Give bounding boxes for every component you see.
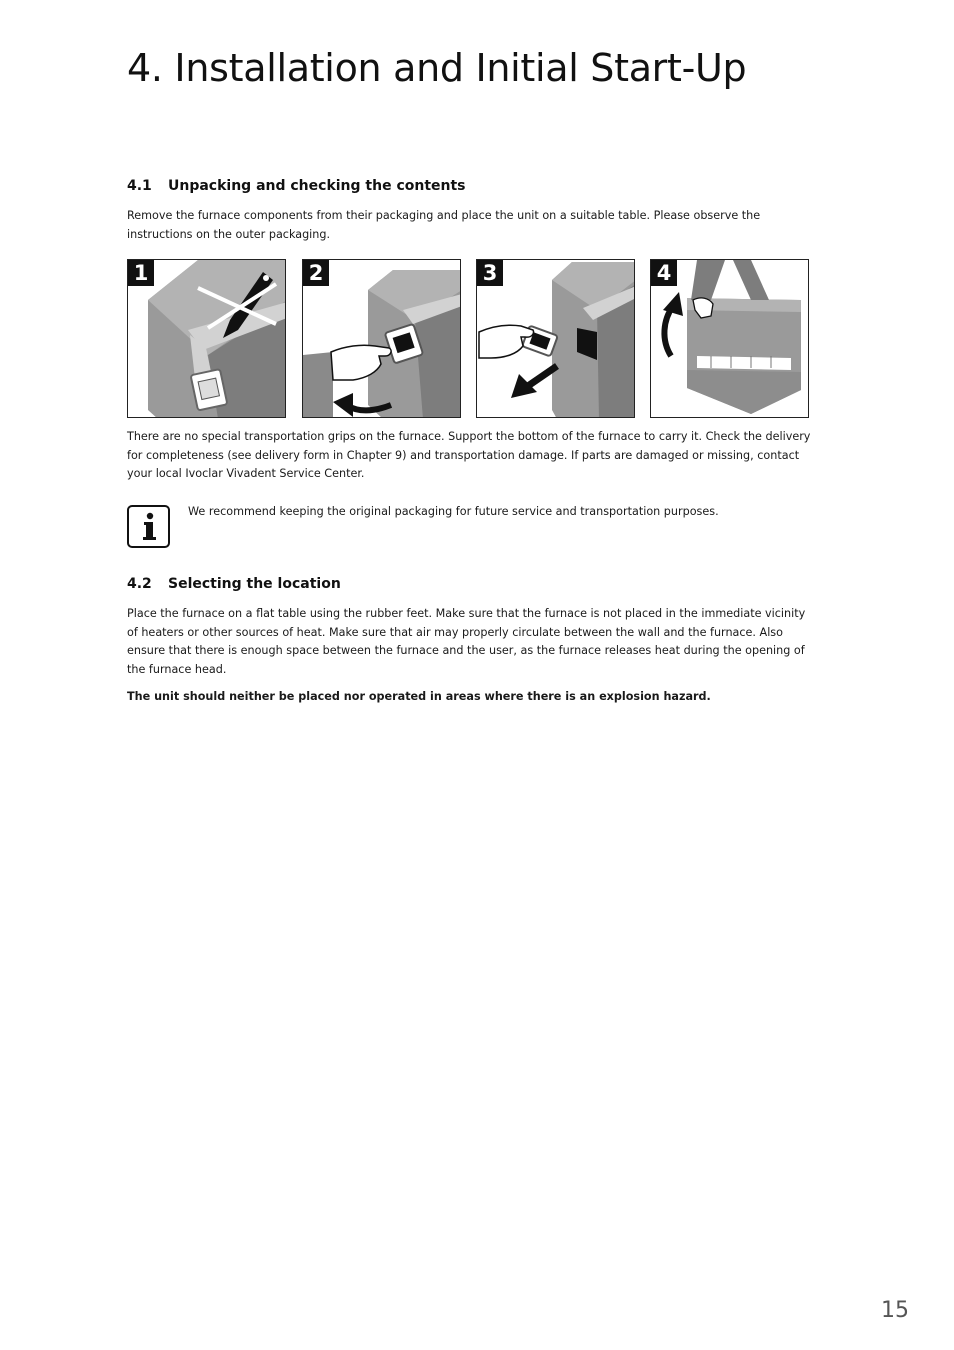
section-number: 4.1 [127, 178, 152, 194]
info-icon [127, 505, 170, 548]
arrow-icon [511, 366, 557, 398]
step-number: 4 [651, 260, 677, 286]
section-heading-4-2 [127, 576, 341, 592]
step-1-illustration [127, 259, 286, 418]
step-number: 2 [303, 260, 329, 286]
info-note: We recommend keeping the original packaging for future service and transportation purposes. [188, 505, 719, 518]
arrow-icon [663, 292, 683, 356]
explosion-warning: The unit should neither be placed nor operated in areas where there is an explosion hazard. [127, 690, 711, 703]
section-number: 4.2 [127, 576, 152, 592]
section-title: Unpacking and checking the contents [168, 178, 466, 194]
section-title: Selecting the location [168, 576, 341, 592]
step-number: 1 [128, 260, 154, 286]
step-2-illustration [302, 259, 461, 418]
page-number: 15 [881, 1298, 909, 1323]
location-paragraph: Place the furnace on a flat table using the rubber feet. Make sure that the furnace is not placed in the immediate vicinity of heaters or other sources of heat. Make sure that air may properly circulate between the wall and the furnace. Also ensure that there is enough space between the furnace and the user, as the furnace releases heat during the opening of the furnace head. [127, 607, 806, 676]
page-title: 4. Installation and Initial Start-Up [127, 46, 747, 90]
step-number: 3 [477, 260, 503, 286]
transport-paragraph: There are no special transportation grips on the furnace. Support the bottom of the furnace to carry it. Check the delivery for completeness (see delivery form in Chapter 9) and transportation damage. If parts are damaged or missing, contact your local Ivoclar Vivadent Service Center. [127, 430, 811, 481]
section-heading-4-1 [127, 178, 466, 194]
step-3-illustration [476, 259, 635, 418]
step-4-illustration [650, 259, 809, 418]
section-intro-paragraph: Remove the furnace components from their packaging and place the unit on a suitable table. Please observe the instructions on the outer packaging. [127, 209, 761, 241]
